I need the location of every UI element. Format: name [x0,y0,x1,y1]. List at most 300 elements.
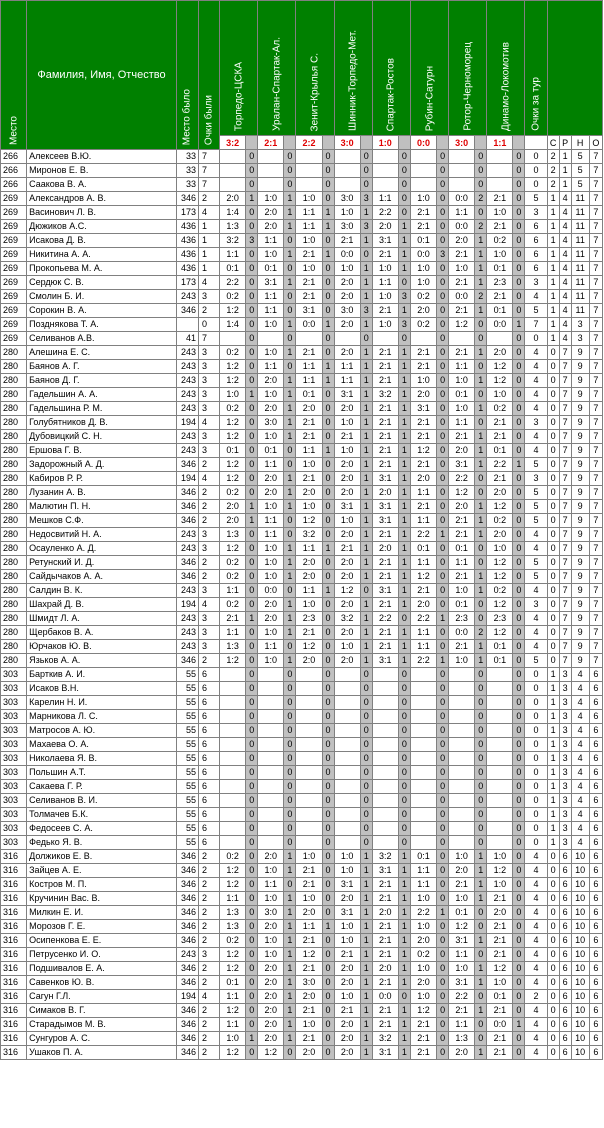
prediction-points-cell: 1 [284,220,296,234]
prediction-cell: 1:1 [296,542,322,556]
prediction-cell: 2:3 [296,612,322,626]
table-row [1,934,603,948]
prediction-cell [449,738,475,752]
prediction-points-cell: 0 [284,458,296,472]
stat-cell: 1 [547,780,559,794]
prediction-cell: 2:0 [258,598,284,612]
prediction-points-cell: 1 [475,850,487,864]
prediction-cell: 0:2 [220,556,246,570]
prediction-cell: 1:2 [220,948,246,962]
prediction-points-cell: 0 [437,1046,449,1060]
prediction-cell: 0:0 [487,318,513,332]
prediction-points-cell: 1 [284,1032,296,1046]
prediction-cell: 1:0 [334,920,360,934]
prediction-points-cell: 0 [475,822,487,836]
prediction-points-cell: 0 [322,150,334,164]
prediction-cell [334,766,360,780]
prediction-points-cell: 0 [513,416,525,430]
prediction-points-cell: 0 [437,850,449,864]
table-row [1,276,603,290]
prediction-points-cell: 1 [475,962,487,976]
prediction-cell: 2:0 [410,388,436,402]
prediction-cell [410,794,436,808]
prediction-cell: 1:0 [296,234,322,248]
table-row [1,234,603,248]
prediction-points-cell: 0 [246,822,258,836]
prediction-points-cell: 0 [246,206,258,220]
place-cell: 280 [1,374,27,388]
stat-cell: 9 [571,640,589,654]
prediction-cell: 2:1 [372,458,398,472]
name-cell: Смолин Б. И. [27,290,177,304]
stat-cell: 10 [571,906,589,920]
points-before-cell: 2 [198,864,219,878]
match-result: 1:0 [372,136,398,150]
prediction-points-cell: 0 [437,150,449,164]
place-cell: 280 [1,430,27,444]
prediction-points-cell: 0 [437,752,449,766]
tour-points-cell: 4 [525,920,547,934]
stat-cell: 7 [589,290,602,304]
prediction-points-cell: 0 [475,178,487,192]
tour-points-cell: 3 [525,416,547,430]
prediction-points-cell: 0 [475,780,487,794]
stat-cell: 6 [589,696,602,710]
stat-cell: 9 [571,542,589,556]
prediction-cell: 2:1 [372,416,398,430]
prediction-cell: 1:2 [449,318,475,332]
prediction-points-cell: 1 [475,892,487,906]
prediction-cell: 1:2 [220,416,246,430]
prediction-points-cell: 1 [360,892,372,906]
place-before-cell: 243 [176,402,198,416]
stat-cell: 6 [559,962,571,976]
prediction-cell: 1:1 [334,360,360,374]
place-cell: 269 [1,234,27,248]
stat-cell: 0 [547,640,559,654]
prediction-cell: 2:1 [410,1032,436,1046]
prediction-cell: 2:1 [449,640,475,654]
prediction-points-cell: 0 [246,150,258,164]
prediction-points-cell: 0 [437,220,449,234]
stat-cell: 4 [571,682,589,696]
prediction-points-cell: 1 [360,262,372,276]
prediction-cell: 1:0 [258,654,284,668]
name-cell: Алешина Е. С. [27,346,177,360]
prediction-points-cell: 0 [284,668,296,682]
prediction-points-cell: 0 [398,332,410,346]
prediction-points-cell: 0 [284,1046,296,1060]
prediction-cell: 2:1 [372,360,398,374]
prediction-cell: 1:1 [220,990,246,1004]
prediction-points-cell: 0 [437,682,449,696]
tour-points-cell: 0 [525,682,547,696]
points-before-cell: 3 [198,542,219,556]
prediction-cell [296,668,322,682]
prediction-points-cell: 0 [437,374,449,388]
prediction-points-cell: 0 [513,192,525,206]
prediction-cell: 2:1 [334,1004,360,1018]
name-cell: Селиванов В. И. [27,794,177,808]
prediction-cell: 0:0 [449,192,475,206]
prediction-points-cell: 1 [398,570,410,584]
prediction-cell: 2:0 [334,654,360,668]
points-before-cell: 6 [198,780,219,794]
prediction-cell: 2:1 [487,430,513,444]
prediction-cell [258,668,284,682]
prediction-points-cell: 0 [246,682,258,696]
place-cell: 269 [1,248,27,262]
points-before-cell: 7 [198,332,219,346]
prediction-points-cell: 0 [513,864,525,878]
place-before-cell: 243 [176,346,198,360]
place-before-cell [176,318,198,332]
prediction-cell: 2:1 [487,192,513,206]
prediction-points-cell: 0 [398,738,410,752]
stat-cell: 2 [547,164,559,178]
stat-cell: 9 [571,458,589,472]
place-before-cell: 194 [176,416,198,430]
prediction-points-cell: 0 [322,892,334,906]
prediction-cell [410,780,436,794]
place-before-cell: 346 [176,556,198,570]
prediction-points-cell: 0 [246,304,258,318]
place-before-cell: 346 [176,1032,198,1046]
prediction-points-cell: 1 [398,234,410,248]
prediction-cell: 0:2 [410,948,436,962]
prediction-cell: 2:1 [372,528,398,542]
prediction-cell: 1:0 [258,556,284,570]
stat-cell: 0 [547,472,559,486]
points-before-cell: 2 [198,976,219,990]
match-result: 0:0 [410,136,436,150]
points-before-cell: 2 [198,1018,219,1032]
prediction-cell [372,178,398,192]
name-cell: Сагун Г.Л. [27,990,177,1004]
header-tour-points: Очки за тур [525,1,547,136]
prediction-cell: 2:0 [372,542,398,556]
prediction-points-cell: 0 [437,962,449,976]
prediction-points-cell: 0 [284,822,296,836]
prediction-cell: 2:1 [372,948,398,962]
stat-cell: 9 [571,612,589,626]
prediction-points-cell: 1 [398,584,410,598]
prediction-cell: 2:2 [410,612,436,626]
prediction-cell: 2:0 [334,556,360,570]
prediction-points-cell: 1 [475,402,487,416]
stat-cell: 3 [559,766,571,780]
tour-points-cell: 5 [525,304,547,318]
prediction-cell: 1:1 [449,360,475,374]
prediction-points-cell: 0 [437,584,449,598]
prediction-points-cell: 1 [284,402,296,416]
prediction-cell [487,752,513,766]
place-cell: 316 [1,1046,27,1060]
place-before-cell: 346 [176,976,198,990]
stat-cell: 9 [571,374,589,388]
prediction-cell: 1:0 [258,948,284,962]
prediction-cell [220,738,246,752]
prediction-points-cell: 1 [360,430,372,444]
place-before-cell: 346 [176,514,198,528]
prediction-points-cell: 1 [475,248,487,262]
prediction-points-cell: 1 [360,528,372,542]
prediction-cell: 3:0 [334,192,360,206]
prediction-cell [410,836,436,850]
stat-cell: 7 [559,612,571,626]
prediction-points-cell: 1 [360,1032,372,1046]
place-before-cell: 243 [176,542,198,556]
place-cell: 280 [1,388,27,402]
match-result: 1:1 [487,136,513,150]
prediction-cell: 2:1 [487,1032,513,1046]
table-row [1,1004,603,1018]
prediction-points-cell: 0 [437,766,449,780]
prediction-cell [410,150,436,164]
prediction-points-cell: 1 [513,458,525,472]
stat-cell: 6 [589,878,602,892]
prediction-points-cell: 0 [513,808,525,822]
stat-cell: 6 [559,906,571,920]
prediction-cell [258,696,284,710]
name-cell: Костров М. П. [27,878,177,892]
prediction-points-cell: 0 [513,542,525,556]
prediction-cell [220,332,246,346]
prediction-cell: 1:0 [334,416,360,430]
stat-cell: 3 [559,808,571,822]
prediction-cell: 1:0 [296,262,322,276]
place-cell: 280 [1,612,27,626]
place-before-cell: 194 [176,472,198,486]
place-cell: 316 [1,878,27,892]
place-cell: 269 [1,206,27,220]
prediction-cell [296,836,322,850]
prediction-cell: 1:0 [487,206,513,220]
prediction-cell: 2:1 [334,430,360,444]
prediction-points-cell: 1 [284,388,296,402]
place-before-cell: 243 [176,388,198,402]
table-row [1,290,603,304]
prediction-points-cell: 0 [322,668,334,682]
stat-cell: 3 [559,668,571,682]
prediction-points-cell: 1 [398,248,410,262]
points-before-cell: 1 [198,234,219,248]
prediction-cell: 1:0 [334,934,360,948]
stat-cell: 4 [559,234,571,248]
place-cell: 280 [1,360,27,374]
prediction-points-cell: 1 [398,430,410,444]
stat-cell: 9 [571,388,589,402]
prediction-points-cell: 1 [360,556,372,570]
name-cell: Сердюк С. В. [27,276,177,290]
header-match-4: Шинник-Торпедо-Мет. [334,1,372,136]
prediction-cell: 1:0 [296,892,322,906]
prediction-cell: 1:2 [449,486,475,500]
tour-points-cell: 5 [525,192,547,206]
prediction-points-cell: 1 [398,472,410,486]
prediction-points-cell: 0 [398,780,410,794]
prediction-cell: 1:0 [258,430,284,444]
prediction-points-cell: 1 [360,612,372,626]
prediction-points-cell: 0 [398,150,410,164]
prediction-points-cell: 0 [437,976,449,990]
prediction-cell: 2:0 [334,290,360,304]
prediction-points-cell: 1 [284,486,296,500]
prediction-cell: 0:1 [487,444,513,458]
prediction-points-cell: 0 [322,388,334,402]
prediction-cell: 2:1 [487,948,513,962]
stat-cell: 6 [589,906,602,920]
prediction-points-cell: 0 [360,794,372,808]
prediction-points-cell: 1 [360,864,372,878]
prediction-points-cell: 1 [284,318,296,332]
prediction-points-cell: 0 [437,570,449,584]
prediction-cell [449,766,475,780]
header-match-2: Уралан-Спартак-Ал. [258,1,296,136]
prediction-points-cell: 0 [322,486,334,500]
table-row [1,640,603,654]
stat-cell: 4 [571,766,589,780]
prediction-points-cell: 0 [513,780,525,794]
prediction-points-cell: 0 [513,402,525,416]
prediction-points-cell: 0 [437,276,449,290]
prediction-cell: 1:1 [220,584,246,598]
prediction-cell [410,178,436,192]
place-before-cell: 346 [176,892,198,906]
prediction-cell: 2:0 [258,962,284,976]
prediction-cell: 2:0 [296,990,322,1004]
table-row [1,542,603,556]
prediction-cell: 1:2 [220,878,246,892]
stat-cell: 3 [559,696,571,710]
prediction-cell: 1:2 [220,1004,246,1018]
stat-cell: 4 [559,304,571,318]
name-cell: Малютин П. Н. [27,500,177,514]
prediction-cell: 0:2 [410,318,436,332]
stat-cell: 1 [559,164,571,178]
stat-cell: 6 [589,822,602,836]
points-before-cell: 7 [198,178,219,192]
stat-cell: 0 [547,416,559,430]
prediction-cell: 1:1 [449,206,475,220]
prediction-cell: 1:2 [296,640,322,654]
stat-cell: 3 [559,822,571,836]
stat-cell: 6 [559,1004,571,1018]
prediction-cell: 1:0 [410,276,436,290]
prediction-points-cell: 1 [322,248,334,262]
prediction-cell: 2:0 [449,444,475,458]
prediction-points-cell: 0 [437,458,449,472]
prediction-points-cell: 0 [360,710,372,724]
points-before-cell: 2 [198,458,219,472]
table-row [1,976,603,990]
prediction-cell: 2:1 [296,290,322,304]
tour-points-cell: 5 [525,514,547,528]
prediction-cell: 1:1 [296,584,322,598]
prediction-cell: 3:2 [220,234,246,248]
prediction-cell [449,150,475,164]
prediction-points-cell: 3 [360,192,372,206]
tour-points-cell: 4 [525,1032,547,1046]
place-before-cell: 436 [176,262,198,276]
points-before-cell: 2 [198,934,219,948]
stat-cell: 0 [547,948,559,962]
prediction-cell [449,710,475,724]
name-cell: Николаева Я. В. [27,752,177,766]
prediction-cell: 0:1 [487,262,513,276]
prediction-cell: 2:0 [296,486,322,500]
tour-points-cell: 4 [525,430,547,444]
prediction-points-cell: 0 [398,192,410,206]
prediction-points-cell: 1 [246,1032,258,1046]
prediction-points-cell: 0 [398,682,410,696]
place-before-cell: 55 [176,794,198,808]
prediction-points-cell: 0 [513,430,525,444]
prediction-cell: 2:1 [487,934,513,948]
stat-cell: 0 [547,1046,559,1060]
place-cell: 316 [1,864,27,878]
prediction-points-cell: 0 [475,318,487,332]
prediction-points-cell: 1 [360,878,372,892]
prediction-points-cell: 0 [437,836,449,850]
stat-cell: 7 [559,584,571,598]
prediction-points-cell: 0 [475,794,487,808]
prediction-points-cell: 1 [475,976,487,990]
prediction-cell [372,822,398,836]
prediction-cell: 1:0 [258,892,284,906]
prediction-cell: 0:1 [220,976,246,990]
prediction-points-cell: 0 [437,318,449,332]
stat-cell: 5 [571,178,589,192]
points-before-cell: 6 [198,710,219,724]
prediction-points-cell: 1 [475,934,487,948]
prediction-points-cell: 0 [513,822,525,836]
stat-cell: 6 [589,934,602,948]
place-before-cell: 346 [176,1018,198,1032]
prediction-points-cell: 1 [360,388,372,402]
prediction-cell [220,150,246,164]
place-before-cell: 243 [176,430,198,444]
prediction-points-cell: 0 [322,500,334,514]
place-before-cell: 346 [176,458,198,472]
prediction-cell: 1:2 [449,920,475,934]
prediction-points-cell: 0 [513,514,525,528]
stat-cell: 7 [559,416,571,430]
prediction-points-cell: 1 [284,976,296,990]
prediction-points-cell: 0 [398,794,410,808]
prediction-cell [449,696,475,710]
place-cell: 316 [1,1018,27,1032]
prediction-points-cell: 0 [398,808,410,822]
prediction-points-cell: 0 [284,878,296,892]
prediction-cell: 1:1 [410,878,436,892]
prediction-cell: 1:2 [220,1046,246,1060]
prediction-points-cell: 0 [284,640,296,654]
prediction-cell: 1:0 [410,374,436,388]
prediction-points-cell: 1 [360,962,372,976]
prediction-points-cell: 1 [437,654,449,668]
prediction-cell: 3:1 [372,472,398,486]
stat-cell: 0 [547,850,559,864]
stat-cell: 6 [589,850,602,864]
prediction-points-cell: 0 [322,976,334,990]
stat-cell: 7 [589,514,602,528]
prediction-cell: 0:1 [449,388,475,402]
prediction-points-cell: 0 [475,766,487,780]
table-row [1,570,603,584]
prediction-cell: 0:1 [410,234,436,248]
prediction-points-cell: 1 [360,206,372,220]
